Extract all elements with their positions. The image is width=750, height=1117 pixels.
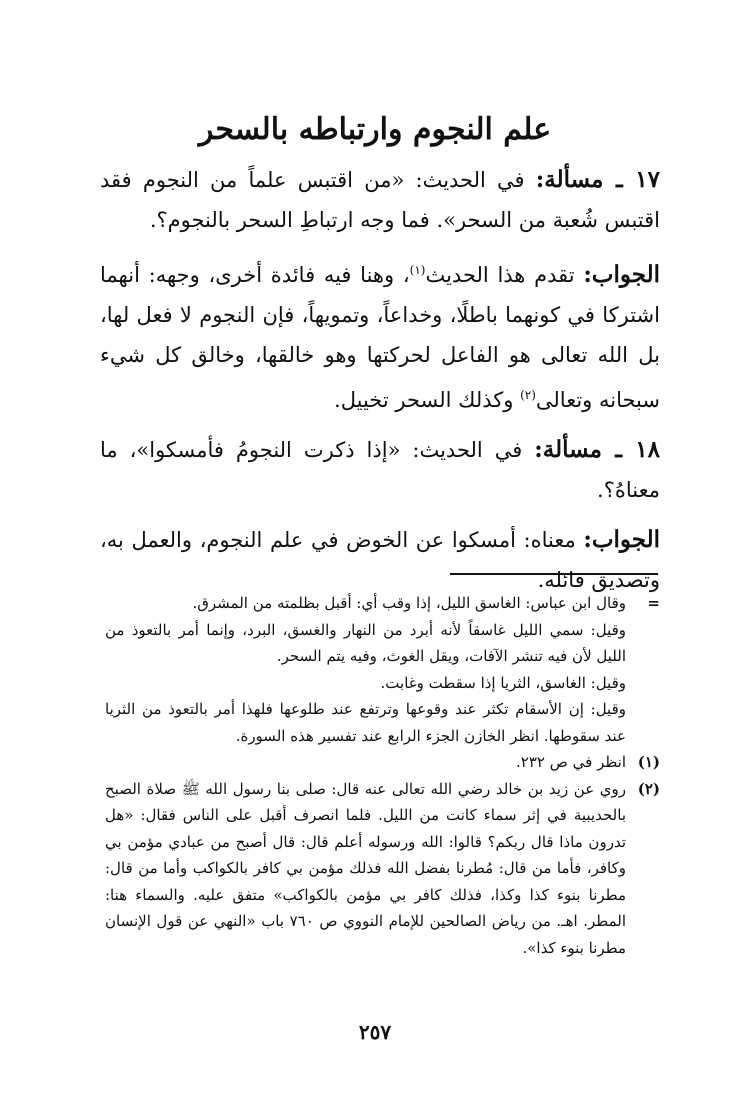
question-17-text: في الحديث: «من اقتبس علماً من النجوم فقد اقتبس شُعبة من السحر». فما وجه ارتباطِ السحر بالنجوم؟.: [100, 168, 660, 232]
footnote-paragraph-1: وقيل: سمي الليل غاسقاً لأنه أبرد من النهار والغسق، البرد، وإنما أمر بالتعوذ من الليل لأن فيه تنشر الآفات، ويقل الغوث، وفيه يتم السحر.: [105, 620, 626, 665]
answer-18-label: الجواب:: [583, 526, 660, 553]
answer-17-text-middle: ، وهنا فيه فائدة أخرى، وجهه: أنهما اشتركا في كونهما باطلًا، وخداعاً، وتمويهاً، فإن النجوم لا فعل لها، بل الله تعالى هو الفاعل لحركتها وهو خالقها، وخالق كل شيء سبحانه وتعالى: [100, 263, 660, 412]
footnote-paragraph-3: وقيل: إن الأسقام تكثر عند وقوعها وترتفع عند طلوعها فلهذا أمر بالتعوذ من الثريا عند سقوطها. انظر الخازن الجزء الرابع عند تفسير هذه السورة.: [105, 700, 626, 745]
continuation-marker: =: [647, 594, 660, 612]
answer-17: [100, 250, 660, 420]
footnote-2: [105, 776, 660, 962]
main-text: [100, 160, 660, 610]
footnote-1-text: انظر في ص ٢٣٢.: [516, 753, 626, 771]
footnote-continuation: [105, 590, 660, 617]
footnote-paragraph-2: وقيل: الغاسق، الثريا إذا سقطت وغابت.: [380, 673, 626, 692]
footnote-ref-2: (٢): [520, 388, 536, 402]
page-number: ٢٥٧: [358, 1020, 392, 1044]
footnote-1: [105, 749, 660, 776]
question-18: [100, 430, 660, 510]
answer-18-text: معناه: أمسكوا عن الخوض في علم النجوم، والعمل به، وتصديق قائله.: [100, 528, 660, 592]
footnote-2-text: روي عن زيد بن خالد رضي الله تعالى عنه قال: صلى بنا رسول الله ﷺ صلاة الصبح بالحديبية في إثر سماء كانت من الليل. فلما انصرف أقبل على الناس فقال: «هل تدرون ماذا قال ربكم؟ قالوا: الله ورسوله أعلم قال: قال أصبح من عبادي مؤمن بي وكافر، فأما من قال: مُطرنا بفضل الله فذلك مؤمن بي كافر بالكواكب وأما من قال: مطرنا بنوء كذا وكذا، فذلك كافر بي مؤمن بالكواكب» متفق عليه. والسماء هنا: المطر. اهـ. من رياض الصالحين للإمام النووي ص ٧٦٠ باب «النهي عن قول الإنسان مطرنا بنوء كذا».: [105, 779, 626, 957]
question-17-label: ١٧ ـ مسألة:: [535, 166, 660, 193]
footnotes: [105, 590, 660, 961]
footnote-ref-1: (١): [409, 263, 426, 277]
answer-17-text-after: وكذلك السحر تخييل.: [334, 388, 521, 412]
continuation-text: وقال ابن عباس: الغاسق الليل، إذا وقب أي: أقبل بظلمته من المشرق.: [192, 594, 626, 612]
question-18-text: في الحديث: «إذا ذكرت النجومُ فأمسكوا»، ما معناهُ؟.: [100, 438, 660, 502]
answer-17-label: الجواب:: [583, 261, 660, 288]
footnote-1-marker: (١): [637, 753, 660, 771]
answer-18: [100, 520, 660, 600]
question-18-label: ١٨ ـ مسألة:: [534, 436, 660, 463]
footnote-divider: [450, 573, 658, 575]
footnote-2-marker: (٢): [637, 779, 660, 798]
answer-17-text-before: تقدم هذا الحديث: [425, 263, 575, 287]
chapter-heading: علم النجوم وارتباطه بالسحر: [198, 112, 552, 147]
question-17: [100, 160, 660, 240]
